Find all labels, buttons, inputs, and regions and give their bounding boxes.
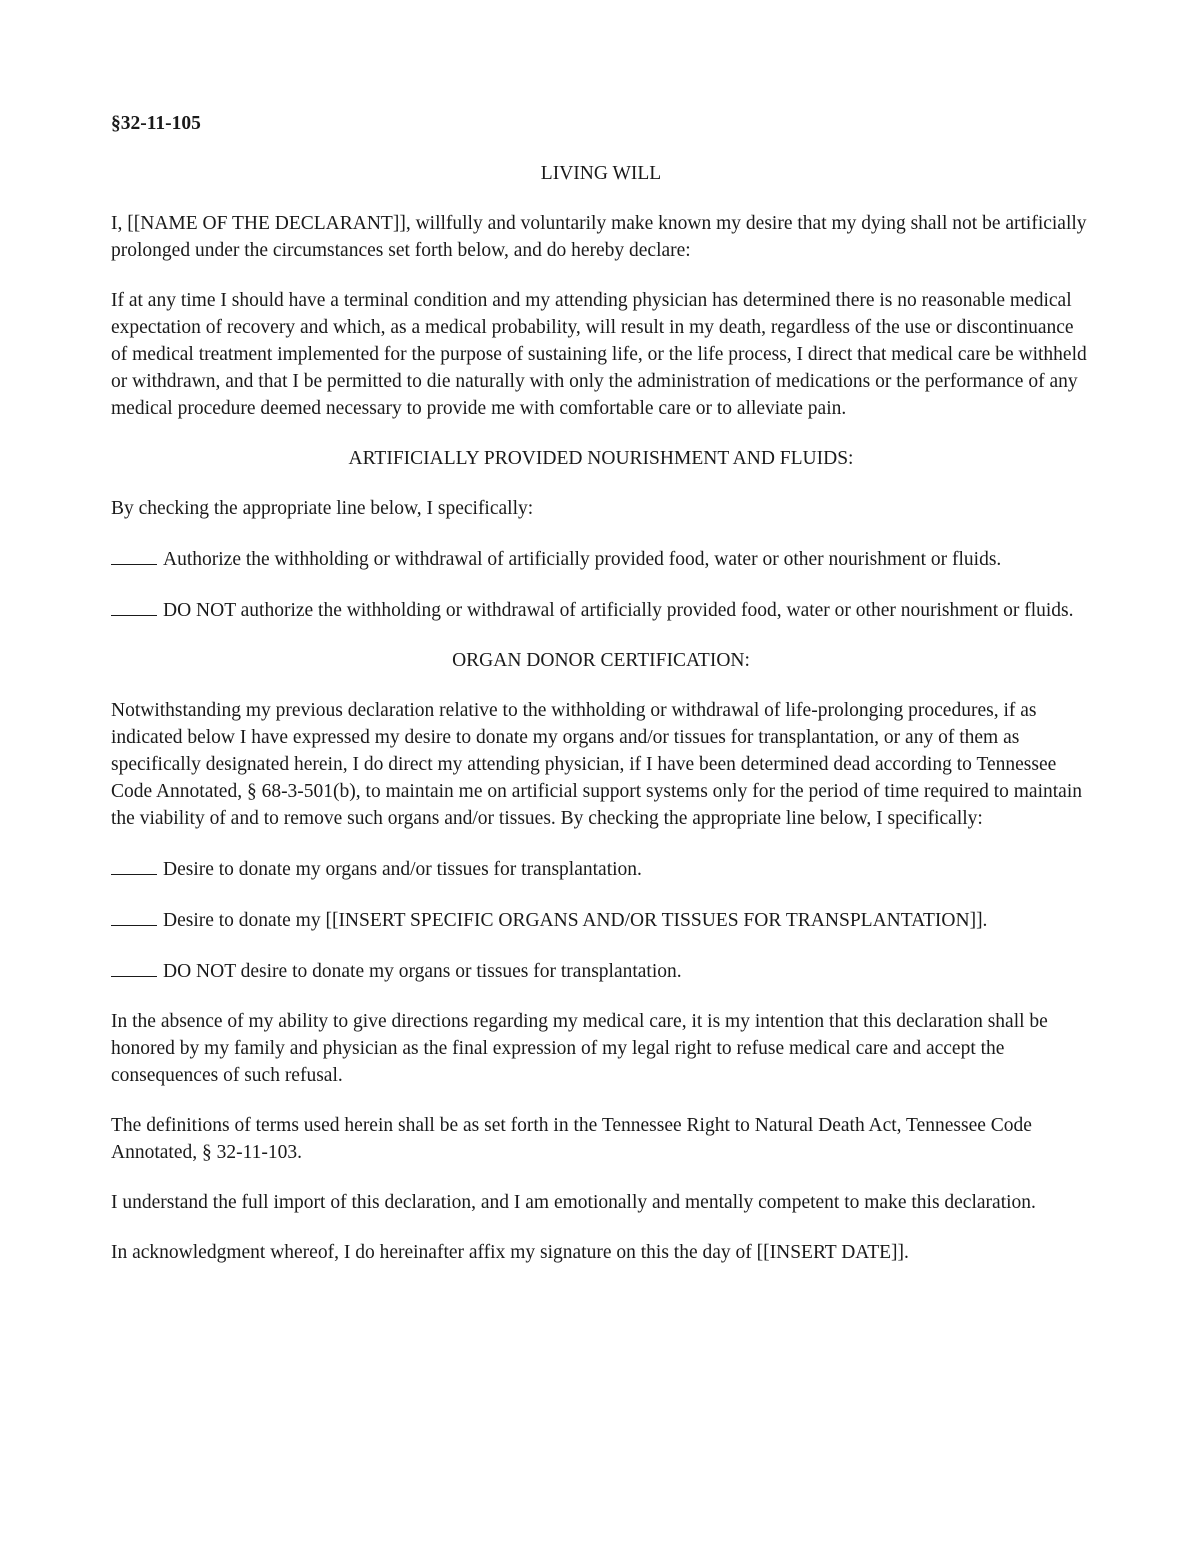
nourishment-instruction: By checking the appropriate line below, I specifically: [111, 498, 534, 519]
nourishment-option-authorize [111, 545, 1091, 573]
checkbox-line-not-donate[interactable] [111, 957, 157, 977]
nourishment-option-not-authorize-text: DO NOT authorize the withholding or withdrawal of artificially provided food, water or other nourishment or fluids. [163, 600, 1074, 621]
checkbox-line-donate-specific[interactable] [111, 906, 157, 926]
intro-paragraph: I, [[NAME OF THE DECLARANT]], willfully and voluntarily make known my desire that my dying shall not be artificially prolonged under the circumstances set forth below, and do hereby declare: [111, 213, 1087, 261]
acknowledgment-paragraph: In acknowledgment whereof, I do hereinafter affix my signature on this the day of [[INSERT DATE]]. [111, 1242, 909, 1263]
organ-option-not-donate [111, 957, 1091, 985]
organ-option-donate-specific [111, 906, 1091, 934]
nourishment-heading: ARTIFICIALLY PROVIDED NOURISHMENT AND FLUIDS: [348, 448, 854, 469]
checkbox-line-authorize[interactable] [111, 545, 157, 565]
checkbox-line-donate-all[interactable] [111, 855, 157, 875]
competence-paragraph: I understand the full import of this declaration, and I am emotionally and mentally competent to make this declaration. [111, 1192, 1036, 1213]
absence-paragraph: In the absence of my ability to give directions regarding my medical care, it is my intention that this declaration shall be honored by my family and physician as the final expression of my legal right to refuse medical care and accept the consequences of such refusal. [111, 1011, 1048, 1086]
section-number: §32-11-105 [111, 113, 201, 134]
organ-donor-paragraph: Notwithstanding my previous declaration relative to the withholding or withdrawal of life-prolonging procedures, if as indicated below I have expressed my desire to donate my organs and/or tissues for transplantation, or any of them as specifically designated herein, I do direct my attending physician, if I have been determined dead according to Tennessee Code Annotated, § 68-3-501(b), to maintain me on artificial support systems only for the period of time required to maintain the viability of and to remove such organs and/or tissues. By checking the appropriate line below, I specifically: [111, 700, 1082, 829]
definitions-paragraph: The definitions of terms used herein shall be as set forth in the Tennessee Right to Natural Death Act, Tennessee Code Annotated, § 32-11-103. [111, 1115, 1032, 1163]
document-title: LIVING WILL [540, 163, 662, 184]
organ-option-not-donate-text: DO NOT desire to donate my organs or tissues for transplantation. [163, 961, 682, 982]
organ-option-donate-all [111, 855, 1091, 883]
organ-donor-heading: ORGAN DONOR CERTIFICATION: [452, 650, 750, 671]
nourishment-option-not-authorize [111, 596, 1091, 624]
organ-option-donate-specific-text: Desire to donate my [[INSERT SPECIFIC ORGANS AND/OR TISSUES FOR TRANSPLANTATION]]. [163, 910, 988, 931]
nourishment-option-authorize-text: Authorize the withholding or withdrawal of artificially provided food, water or other nourishment or fluids. [163, 549, 1002, 570]
checkbox-line-not-authorize[interactable] [111, 596, 157, 616]
organ-option-donate-all-text: Desire to donate my organs and/or tissues for transplantation. [163, 859, 642, 880]
terminal-condition-paragraph: If at any time I should have a terminal condition and my attending physician has determined there is no reasonable medical expectation of recovery and which, as a medical probability, will result in my death, regardless of the use or discontinuance of medical treatment implemented for the purpose of sustaining life, or the life process, I direct that medical care be withheld or withdrawn, and that I be permitted to die naturally with only the administration of medications or the performance of any medical procedure deemed necessary to provide me with comfortable care or to alleviate pain. [111, 290, 1087, 419]
document-body [111, 110, 1091, 1289]
